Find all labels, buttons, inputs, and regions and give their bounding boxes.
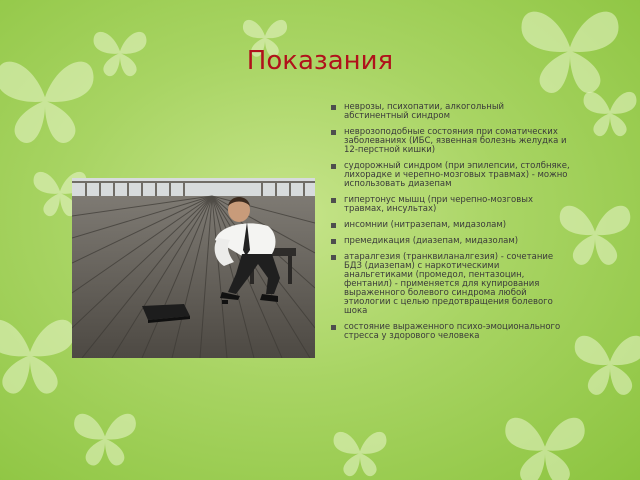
list-item: неврозы, психопатии, алкогольный абстинентный синдром bbox=[330, 103, 570, 121]
butterfly-icon bbox=[580, 80, 640, 140]
list-item: судорожный синдром (при эпилепсии, столбняке, лихорадке и черепно-мозговых травмах) - можно использовать диазепам bbox=[330, 162, 570, 189]
butterfly-icon bbox=[570, 320, 640, 400]
slide-title: Показания bbox=[246, 46, 394, 76]
list-item: гипертонус мышц (при черепно-мозговых травмах, инсультах) bbox=[330, 196, 570, 214]
butterfly-icon bbox=[0, 300, 80, 400]
stressed-man-photo bbox=[72, 178, 315, 358]
list-item: состояние выраженного психо-эмоционального стресса у здорового человека bbox=[330, 323, 570, 341]
list-item: инсомнии (нитразепам, мидазолам) bbox=[330, 221, 570, 230]
indications-list bbox=[330, 103, 570, 348]
list-item: атаралгезия (транквиланалгезия) - сочетание БДЗ (диазепам) с наркотическими анальгетиками (промедол, пентазоцин, фентанил) - применяется для купирования выраженного болевого синдрома любой этиологии с целью предотвращения болевого шока bbox=[330, 253, 570, 316]
list-item: неврозоподобные состояния при соматических заболеваниях (ИБС, язвенная болезнь желудка и 12-перстной кишки) bbox=[330, 128, 570, 155]
butterfly-icon bbox=[500, 400, 590, 480]
list-item: премедикация (диазепам, мидазолам) bbox=[330, 237, 570, 246]
butterfly-icon bbox=[70, 400, 140, 470]
butterfly-icon bbox=[330, 420, 390, 480]
